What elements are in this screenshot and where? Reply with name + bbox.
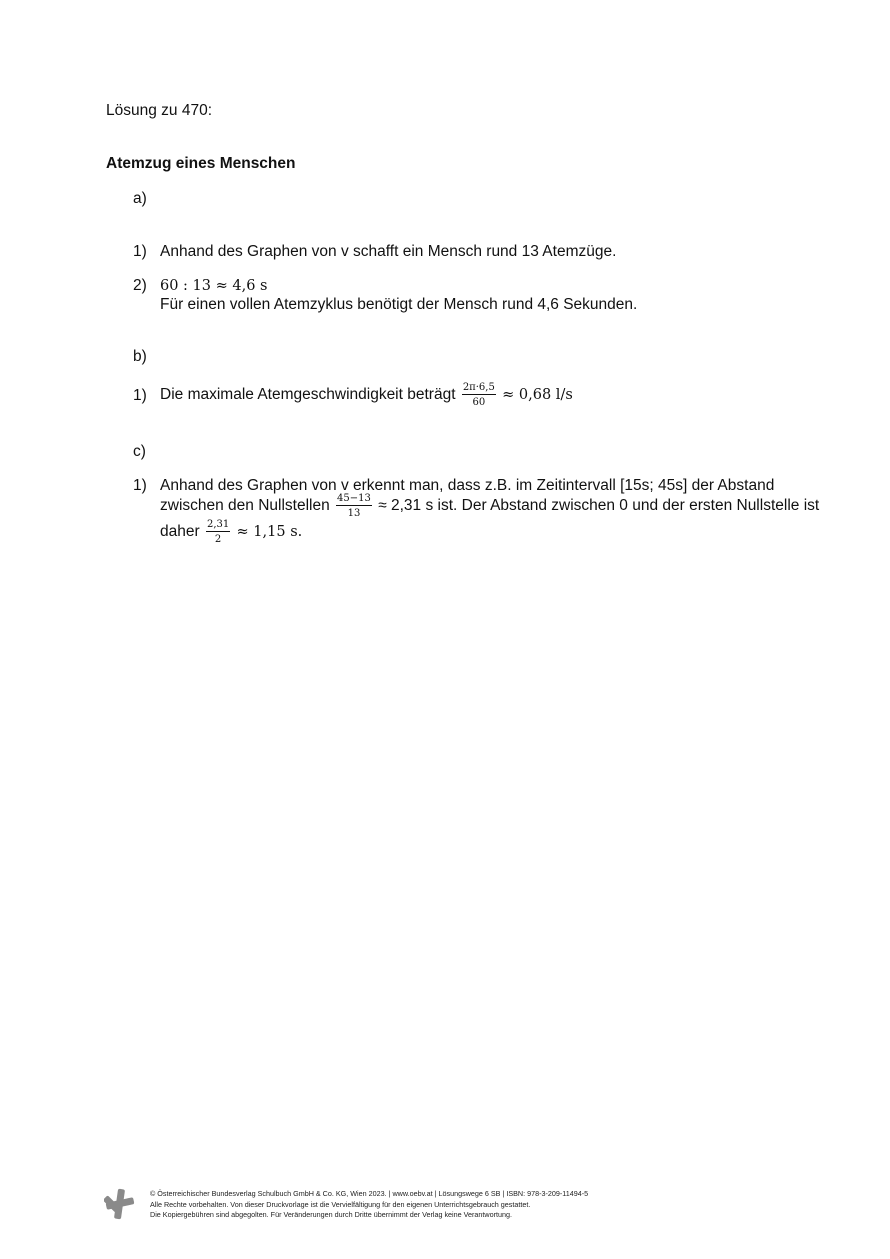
part-b-label: b) [133, 348, 147, 365]
part-b-item1-result: ≈ 0,68 l/s [502, 387, 573, 403]
task-title: Atemzug eines Menschen [106, 155, 296, 172]
part-c-item1-number: 1) [133, 477, 147, 494]
part-c-line2-text-after: ≈ 2,31 s ist. Der Abstand zwischen 0 und der ersten Nullstelle ist [378, 497, 820, 514]
footer [150, 1189, 588, 1221]
part-a-item2-text: Für einen vollen Atemzyklus benötigt der Mensch rund 4,6 Sekunden. [160, 296, 638, 313]
part-a-item2-number: 2) [133, 277, 147, 294]
footer-copyright: © Österreichischer Bundesverlag Schulbuch GmbH & Co. KG, Wien 2023. | www.oebv.at | Lösungswege 6 SB | ISBN: 978-3-209-11494-5 [150, 1189, 589, 1198]
fraction-numerator: 2π·6,5 [462, 381, 495, 393]
part-a-item1-number: 1) [133, 243, 147, 260]
fraction-denominator: 2 [214, 533, 222, 545]
solution-heading: Lösung zu 470: [106, 102, 213, 119]
part-a-item1-text: Anhand des Graphen von v schafft ein Mensch rund 13 Atemzüge. [160, 243, 617, 260]
part-c-line2-text-before: zwischen den Nullstellen [160, 497, 330, 514]
part-c-item1-line3 [160, 517, 302, 547]
part-c-line3-result: ≈ 1,15 s. [236, 524, 303, 540]
footer-rights: Alle Rechte vorbehalten. Von dieser Druckvorlage ist die Vervielfältigung für den eigenen Unterrichtsgebrauch gestattet. [150, 1199, 531, 1209]
fraction [336, 493, 372, 519]
part-c-label: c) [133, 443, 146, 460]
part-a-item2-formula: 60 : 13 ≈ 4,6 s [160, 278, 268, 294]
part-c-line3-text-before: daher [160, 523, 200, 540]
footer-disclaimer: Die Kopiergebühren sind abgegolten. Für Veränderungen durch Dritte übernimmt der Verlag keine Verantwortung. [150, 1210, 512, 1219]
fraction [462, 382, 496, 408]
publisher-logo-icon [104, 1187, 136, 1221]
part-b-item1 [160, 380, 573, 410]
fraction-denominator: 60 [472, 396, 486, 408]
fraction [206, 519, 230, 545]
part-c-item1-line1: Anhand des Graphen von v erkennt man, dass z.B. im Zeitintervall [15s; 45s] der Abstand [160, 477, 775, 494]
part-a-label: a) [133, 190, 147, 207]
fraction-denominator: 13 [347, 507, 361, 519]
part-b-item1-number: 1) [133, 387, 147, 404]
part-b-item1-text: Die maximale Atemgeschwindigkeit beträgt [160, 386, 456, 403]
fraction-numerator: 45−13 [337, 492, 371, 504]
fraction-numerator: 2,31 [206, 518, 230, 530]
